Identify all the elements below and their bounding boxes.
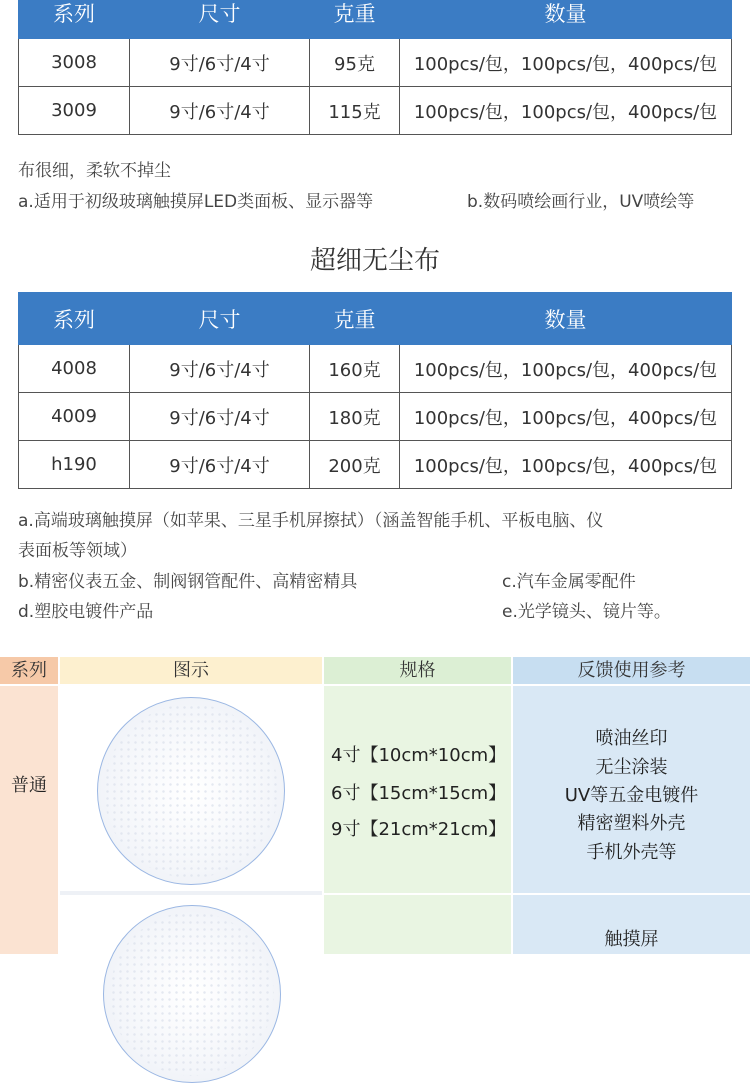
cell-size: 9寸/6寸/4寸 xyxy=(130,39,310,87)
cell-quantity: 100pcs/包，100pcs/包，400pcs/包 xyxy=(400,441,732,489)
table-row xyxy=(19,441,732,489)
feedback-item: 无尘涂装 xyxy=(595,757,668,778)
table-header xyxy=(19,0,732,39)
cell-series: 3008 xyxy=(19,39,130,87)
product-table-1 xyxy=(18,0,732,135)
header-series: 系列 xyxy=(19,293,130,345)
desc2-usage-a-line1: a.高端玻璃触摸屏（如苹果、三星手机屏擦拭）（涵盖智能手机、平板电脑、仪 xyxy=(18,511,604,531)
cell-series: 3009 xyxy=(19,87,130,135)
row-divider xyxy=(60,891,322,895)
desc2-usage-d: d.塑胶电镀件产品 xyxy=(18,602,154,622)
header-image: 图示 xyxy=(60,657,322,684)
header-size: 尺寸 xyxy=(130,0,310,39)
header-weight: 克重 xyxy=(310,293,400,345)
section-title: 超细无尘布 xyxy=(309,246,440,276)
desc1-usage-a: a.适用于初级玻璃触摸屏LED类面板、显示器等 xyxy=(18,192,374,212)
cloth-image-1 xyxy=(97,697,285,885)
table-row xyxy=(19,87,732,135)
series-name: 普通 xyxy=(11,775,47,796)
cell-weight: 95克 xyxy=(310,39,400,87)
header-feedback: 反馈使用参考 xyxy=(513,657,750,684)
cell-quantity: 100pcs/包，100pcs/包，400pcs/包 xyxy=(400,345,732,393)
feedback-item: UV等五金电镀件 xyxy=(564,785,699,806)
desc2-usage-b: b.精密仪表五金、制阀钢管配件、高精密精具 xyxy=(18,572,358,592)
header-spec: 规格 xyxy=(324,657,511,684)
table-row xyxy=(19,345,732,393)
spec-4-inch: 4寸【10cm*10cm】 xyxy=(331,745,507,766)
desc2-usage-a-line2: 表面板等领域） xyxy=(18,541,137,561)
cell-quantity: 100pcs/包，100pcs/包，400pcs/包 xyxy=(400,87,732,135)
series-column xyxy=(0,686,58,954)
table-row xyxy=(19,393,732,441)
cell-weight: 160克 xyxy=(310,345,400,393)
feedback-item: 手机外壳等 xyxy=(586,842,677,863)
cell-quantity: 100pcs/包，100pcs/包，400pcs/包 xyxy=(400,393,732,441)
cell-weight: 115克 xyxy=(310,87,400,135)
cell-series: h190 xyxy=(19,441,130,489)
desc2-usage-e: e.光学镜头、镜片等。 xyxy=(502,602,671,622)
comparison-table xyxy=(0,657,750,954)
spec-cell-row2 xyxy=(324,895,511,954)
cell-size: 9寸/6寸/4寸 xyxy=(130,87,310,135)
table-header xyxy=(19,293,732,345)
cell-size: 9寸/6寸/4寸 xyxy=(130,441,310,489)
cell-size: 9寸/6寸/4寸 xyxy=(130,393,310,441)
cell-quantity: 100pcs/包，100pcs/包，400pcs/包 xyxy=(400,39,732,87)
header-quantity: 数量 xyxy=(400,0,732,39)
cloth-image-2 xyxy=(103,905,281,1083)
cell-series: 4008 xyxy=(19,345,130,393)
header-series: 系列 xyxy=(0,657,58,684)
cell-series: 4009 xyxy=(19,393,130,441)
cell-size: 9寸/6寸/4寸 xyxy=(130,345,310,393)
desc1-usage-b: b.数码喷绘画行业，UV喷绘等 xyxy=(467,192,695,212)
table-row xyxy=(19,39,732,87)
desc2-usage-c: c.汽车金属零配件 xyxy=(502,572,636,592)
cell-weight: 200克 xyxy=(310,441,400,489)
header-series: 系列 xyxy=(19,0,130,39)
product-table-2 xyxy=(18,292,732,489)
spec-6-inch: 6寸【15cm*15cm】 xyxy=(331,783,507,804)
header-quantity: 数量 xyxy=(400,293,732,345)
feedback-item: 喷油丝印 xyxy=(595,728,668,749)
spec-9-inch: 9寸【21cm*21cm】 xyxy=(331,819,507,840)
header-weight: 克重 xyxy=(310,0,400,39)
cell-weight: 180克 xyxy=(310,393,400,441)
feedback-item: 精密塑料外壳 xyxy=(577,813,686,834)
feedback-item: 触摸屏 xyxy=(604,929,659,950)
header-size: 尺寸 xyxy=(130,293,310,345)
desc1-line1: 布很细，柔软不掉尘 xyxy=(18,161,171,181)
